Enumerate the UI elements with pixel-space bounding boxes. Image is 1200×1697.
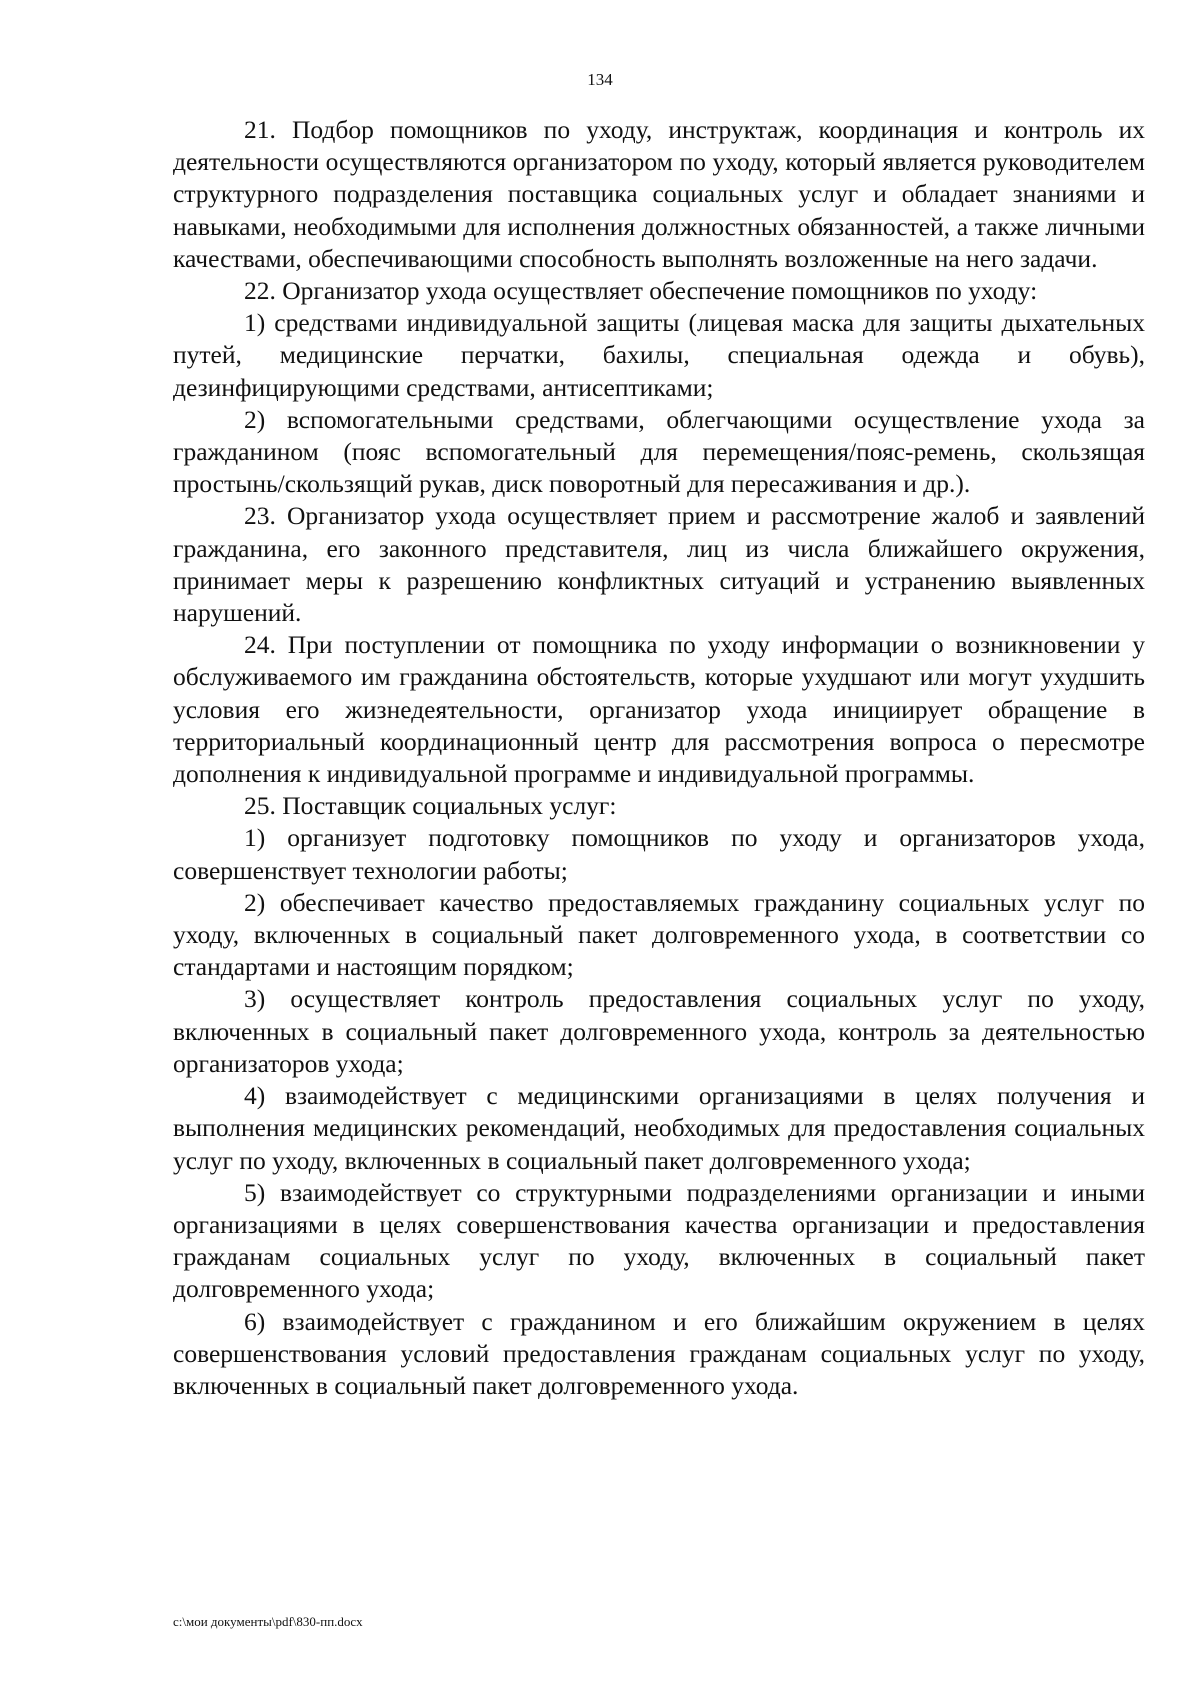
paragraph-22-item-2: 2) вспомогательными средствами, облегчающими осуществление ухода за гражданином (пояс вспомогательный для перемещения/пояс-ремень, скользящая простынь/скользящий рукав, диск поворотный для пересаживания и др.). bbox=[173, 404, 1145, 499]
paragraph-22-item-1: 1) средствами индивидуальной защиты (лицевая маска для защиты дыхательных путей, медицинские перчатки, бахилы, специальная одежда и обувь), дезинфицирующими средствами, антисептиками; bbox=[173, 308, 1145, 402]
page-number: 134 bbox=[587, 70, 613, 89]
paragraph-25-item-6: 6) взаимодействует с гражданином и его ближайшим окружением в целях совершенствования условий предоставления гражданам социальных услуг по уходу, включенных в социальный пакет долговременного ухода. bbox=[173, 1306, 1145, 1400]
paragraph-22: 22. Организатор ухода осуществляет обеспечение помощников по уходу: bbox=[244, 276, 1038, 306]
paragraph-24: 24. При поступлении от помощника по уходу информации о возникновении у обслуживаемого им гражданина обстоятельств, которые ухудшают или могут ухудшить условия его жизнедеятельности, организатор ухода инициирует обращение в территориальный координационный центр для рассмотрения вопроса о пересмотре дополнения к индивидуальной программе и индивидуальной программы. bbox=[173, 630, 1145, 789]
paragraph-25: 25. Поставщик социальных услуг: bbox=[244, 791, 617, 821]
paragraph-25-item-5: 5) взаимодействует со структурными подразделениями организации и иными организациями в целях совершенствования качества организации и предоставления гражданам социальных услуг по уходу, включенных в социальный пакет долговременного ухода; bbox=[173, 1177, 1145, 1304]
document-body bbox=[173, 114, 1145, 1402]
paragraph-21: 21. Подбор помощников по уходу, инструктаж, координация и контроль их деятельности осуществляются организатором по уходу, который является руководителем структурного подразделения поставщика социальных услуг и обладает знаниями и навыками, необходимыми для исполнения должностных обязанностей, а также личными качествами, обеспечивающими способность выполнять возложенные на него задачи. bbox=[173, 115, 1145, 273]
paragraph-25-item-2: 2) обеспечивает качество предоставляемых гражданину социальных услуг по уходу, включенных в социальный пакет долговременного ухода, в соответствии со стандартами и настоящим порядком; bbox=[173, 887, 1145, 982]
paragraph-23: 23. Организатор ухода осуществляет прием и рассмотрение жалоб и заявлений гражданина, его законного представителя, лиц из числа ближайшего окружения, принимает меры к разрешению конфликтных ситуаций и устранению выявленных нарушений. bbox=[173, 501, 1145, 628]
paragraph-25-item-1: 1) организует подготовку помощников по уходу и организаторов ухода, совершенствует технологии работы; bbox=[173, 823, 1145, 885]
paragraph-25-item-3: 3) осуществляет контроль предоставления социальных услуг по уходу, включенных в социальный пакет долговременного ухода, контроль за деятельностью организаторов ухода; bbox=[173, 984, 1145, 1078]
footer-file-path: c:\мои документы\pdf\830-пп.docx bbox=[173, 1614, 363, 1629]
paragraph-25-item-4: 4) взаимодействует с медицинскими организациями в целях получения и выполнения медицинских рекомендаций, необходимых для предоставления социальных услуг по уходу, включенных в социальный пакет долговременного ухода; bbox=[173, 1081, 1145, 1175]
